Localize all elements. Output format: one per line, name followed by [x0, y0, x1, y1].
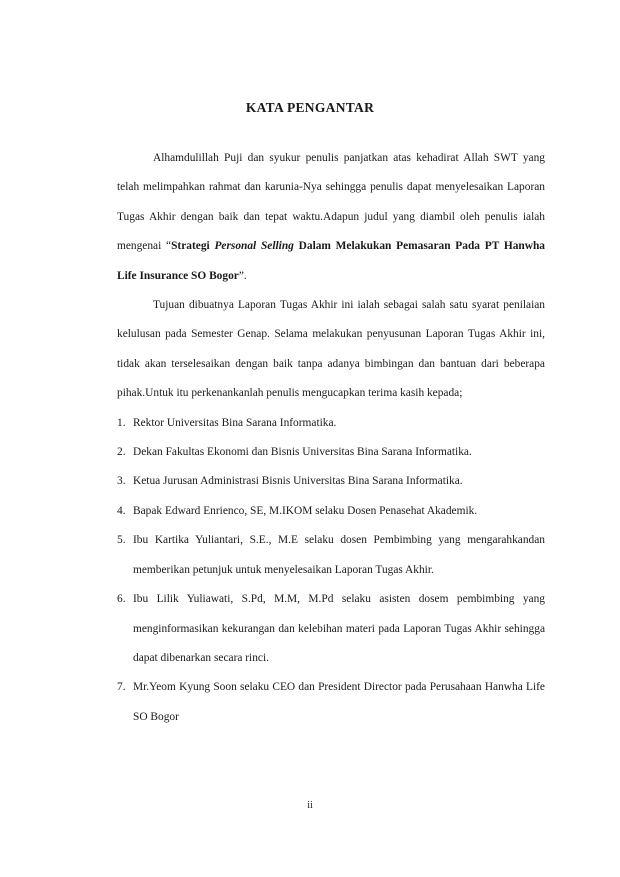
list-item	[117, 526, 545, 585]
list-number: 5.	[117, 534, 126, 547]
page-title: KATA PENGANTAR	[245, 100, 375, 115]
document-body	[117, 144, 545, 732]
list-text: Ibu Kartika Yuliantari, S.E., M.E selaku dosen Pembimbing yang mengarahkandan memberikan petunjuk untuk menyelesaikan Laporan Tugas Akhir.	[133, 534, 545, 576]
purpose-text: Tujuan dibuatnya Laporan Tugas Akhir ini ialah sebagai salah satu syarat penilaian kelulusan pada Semester Genap. Selama melakukan penyusunan Laporan Tugas Akhir ini, tidak akan terselesaikan dengan baik tanpa adanya bimbingan dan bantuan dari beberapa pihak.Untuk itu perkenankanlah penulis mengucapkan terima kasih kepada;	[117, 299, 545, 400]
page-number: ii	[307, 800, 313, 811]
report-title-italic: Personal Selling	[214, 240, 294, 253]
list-text: Rektor Universitas Bina Sarana Informatika.	[133, 416, 337, 429]
list-item	[117, 409, 545, 438]
list-text: Ibu Lilik Yuliawati, S.Pd, M.M, M.Pd selaku asisten dosem pembimbing yang menginformasikan kekurangan dan kelebihan materi pada Laporan Tugas Akhir sehingga dapat dibenarkan secara rinci.	[133, 593, 545, 664]
paragraph-purpose	[117, 291, 545, 409]
list-item	[117, 438, 545, 467]
list-text: Dekan Fakultas Ekonomi dan Bisnis Universitas Bina Sarana Informatika.	[133, 446, 472, 459]
list-number: 1.	[117, 416, 126, 429]
intro-text: Alhamdulillah Puji dan syukur penulis panjatkan atas kehadirat Allah SWT yang telah melimpahkan rahmat dan karunia-Nya sehingga penulis dapat menyelesaikan Laporan Tugas Akhir dengan baik dan tepat waktu.Adapun judul yang diambil oleh penulis ialah mengenai “	[117, 152, 545, 253]
list-number: 7.	[117, 681, 126, 694]
list-text: Bapak Edward Enrienco, SE, M.IKOM selaku Dosen Penasehat Akademik.	[133, 504, 478, 517]
list-item	[117, 467, 545, 496]
report-title-part2: Dalam Melakukan Pemasaran Pada PT Hanwha Life Insurance SO Bogor	[117, 240, 545, 282]
acknowledgement-list	[117, 409, 545, 732]
list-number: 6.	[117, 593, 126, 606]
list-number: 2.	[117, 446, 126, 459]
list-number: 4.	[117, 504, 126, 517]
list-item	[117, 585, 545, 673]
paragraph-intro	[117, 144, 545, 291]
list-text: Mr.Yeom Kyung Soon selaku CEO dan President Director pada Perusahaan Hanwha Life SO Bogor	[133, 681, 545, 723]
list-item	[117, 497, 545, 526]
list-number: 3.	[117, 475, 126, 488]
list-text: Ketua Jurusan Administrasi Bisnis Universitas Bina Sarana Informatika.	[133, 475, 463, 488]
list-item	[117, 673, 545, 732]
intro-text-end: ”.	[238, 269, 247, 282]
report-title-part1: Strategi	[171, 240, 215, 253]
